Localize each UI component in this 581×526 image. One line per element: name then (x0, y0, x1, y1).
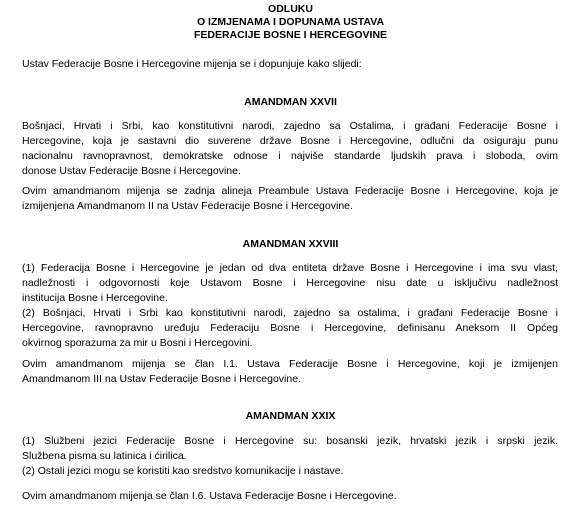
text-line: nacionalnu ravnopravnost, demokratske odnose i najviše standarde ljudskih prava i sloboda, ovim (22, 150, 558, 162)
text-line: (2) Ostali jezici mogu se koristiti kao sredstvo komunikacije i nastave. (22, 465, 344, 477)
text-line: Hercegovine, koja je sastavni dio suverene države Bosne i Hercegovine, odlučni da osiguraju punu (22, 135, 558, 147)
text-line: Ovim amandmanom mijenja se član I.6. Ustava Federacije Bosne i Hercegovine. (22, 490, 397, 502)
amendment-27-paragraph-2 (22, 184, 558, 214)
text-line: (1) Federacija Bosne i Hercegovine je jedan od dva entiteta države Bosne i Hercegovine i ima svu vlast, (22, 262, 558, 274)
intro-text: Ustav Federacije Bosne i Hercegovine mijenja se i dopunjuje kako slijedi: (22, 58, 362, 70)
text-line: Ovim amandmanom mijenja se zadnja alineja Preambule Ustava Federacije Bosne i Hercegovine, koja je (22, 185, 558, 197)
intro-paragraph (22, 57, 558, 72)
amendment-28-heading: AMANDMAN XXVIII (242, 238, 339, 250)
text-line: Hercegovine, ravnopravno uređuju Federaciju Bosne i Hercegovine, definisanu Aneksom II Općeg (22, 322, 558, 334)
text-line: institucija Bosne i Hercegovine. (22, 292, 168, 304)
text-line: (2) Bošnjaci, Hrvati i Srbi kao konstitutivni narodi, zajedno sa ostalima, i građani Federacije Bosne i (22, 307, 558, 319)
amendment-27-paragraph-1 (22, 119, 558, 179)
document-title-line-1: ODLUKU (268, 3, 313, 15)
text-line: Ovim amandmanom mijenja se član I.1. Ustava Federacije Bosne i Hercegovine, koji je izmijenjen (22, 358, 558, 370)
text-line: Amandmanom III na Ustav Federacije Bosne i Hercegovine. (22, 373, 301, 385)
text-line: Službena pisma su latinica i ćirilica. (22, 450, 187, 462)
text-line: nadležnosti i odgovornosti koje Ustavom Bosne i Hercegovine nisu date u isključivu nadležnost (22, 277, 558, 289)
document-title-line-3: FEDERACIJE BOSNE I HERCEGOVINE (193, 29, 388, 41)
amendment-29-paragraph-2 (22, 489, 558, 504)
document-title-line-2: O IZMJENAMA I DOPUNAMA USTAVA (196, 16, 385, 28)
text-line: okvirnog sporazuma za mir u Bosni i Hercegovini. (22, 337, 253, 349)
amendment-29-paragraph-1 (22, 434, 558, 479)
amendment-28-paragraph-1 (22, 261, 558, 351)
text-line: Bošnjaci, Hrvati i Srbi, kao konstitutivni narodi, zajedno sa Ostalima, i građani Federacije Bosne i (22, 120, 558, 132)
amendment-28-paragraph-2 (22, 357, 558, 387)
amendment-27-heading: AMANDMAN XXVII (244, 96, 337, 108)
text-line: izmijenjena Amandmanom II na Ustav Federacije Bosne i Hercegovine. (22, 200, 353, 212)
amendment-29-heading: AMANDMAN XXIX (245, 410, 336, 422)
text-line: (1) Službeni jezici Federacije Bosne i Hercegovine su: bosanski jezik, hrvatski jezik i srpski jezik. (22, 435, 558, 447)
text-line: donose Ustav Federacije Bosne i Hercegovine. (22, 165, 241, 177)
